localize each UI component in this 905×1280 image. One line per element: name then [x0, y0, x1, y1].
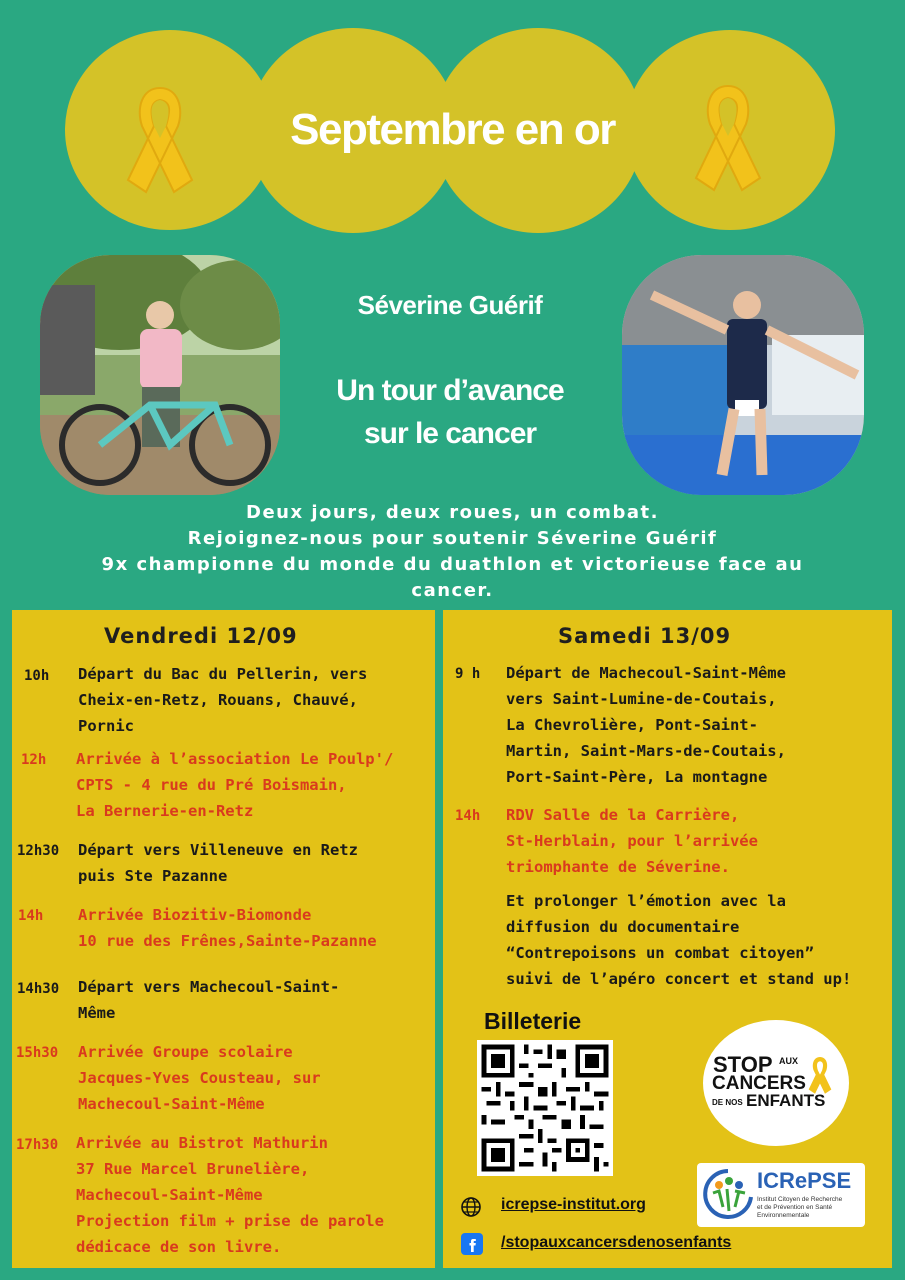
saturday-time-1: 9 h: [455, 666, 481, 682]
stop-aux-cancers-logo: [703, 1020, 849, 1146]
friday-text-3: Départ vers Villeneuve en Retz puis Ste Pazanne: [78, 841, 358, 885]
icrepse-people-icon: [701, 1167, 755, 1223]
friday-text-2: Arrivée à l’association Le Poulp'/ CPTS - 4 rue du Pré Boismain, La Bernerie-en-Retz: [76, 750, 394, 820]
friday-title: Vendredi 12/09: [104, 624, 298, 648]
athlete-name: Séverine Guérif: [357, 290, 543, 320]
friday-text-4: Arrivée Biozitiv-Biomonde 10 rue des Frênes,Sainte-Pazanne: [78, 906, 377, 950]
friday-time-4: 14h: [18, 908, 44, 924]
photo-bike: [40, 255, 280, 495]
friday-time-5: 14h30: [17, 981, 60, 997]
logo-enfants-word: ENFANTS: [746, 1091, 826, 1110]
saturday-title: Samedi 13/09: [558, 624, 732, 648]
intro-line3: 9x championne du monde du duathlon et victorieuse face au: [101, 554, 804, 575]
friday-time-3: 12h30: [17, 843, 60, 859]
billeterie-label: Billeterie: [484, 1008, 582, 1034]
icrepse-subtitle-3: Environnementale: [757, 1212, 810, 1219]
icrepse-logo: [697, 1163, 865, 1227]
friday-text-7: Arrivée au Bistrot Mathurin 37 Rue Marcel Brunelière, Machecoul-Saint-Même Projection film + prise de parole dédicace de son livre.: [76, 1134, 384, 1256]
small-ribbon-icon: [803, 1054, 837, 1096]
intro-text: [0, 500, 905, 604]
saturday-text-2: RDV Salle de la Carrière, St-Herblain, pour l’arrivée triomphante de Séverine.: [506, 806, 758, 876]
saturday-text-3: Et prolonger l’émotion avec la diffusion du documentaire “Contrepoisons un combat citoyen” suivi de l’apéro concert et stand up!: [506, 892, 852, 988]
logo-de-nos-word: DE NOS: [712, 1098, 743, 1107]
qr-code[interactable]: [477, 1040, 613, 1176]
saturday-text-1: Départ de Machecoul-Saint-Même vers Saint-Lumine-de-Coutais, La Chevrolière, Pont-Saint- Martin, Saint-Mars-de-Coutais, Port-Saint-Père, La montagne: [506, 664, 786, 786]
facebook-link[interactable]: /stopauxcancersdenosenfants: [501, 1234, 732, 1251]
friday-text-1: Départ du Bac du Pellerin, vers Cheix-en-Retz, Rouans, Chauvé, Pornic: [78, 665, 368, 735]
friday-text-6: Arrivée Groupe scolaire Jacques-Yves Cousteau, sur Machecoul-Saint-Même: [78, 1043, 321, 1113]
logo-stop-word: STOP: [713, 1052, 773, 1077]
friday-time-7: 17h30: [16, 1137, 59, 1153]
page-title: Septembre en or: [290, 105, 615, 154]
logo-aux-word: AUX: [779, 1056, 799, 1066]
icrepse-name: ICRePSE: [757, 1168, 852, 1193]
icrepse-subtitle-2: et de Prévention en Santé: [757, 1204, 833, 1211]
tagline-line1: Un tour d’avance: [336, 374, 564, 407]
logo-cancers-word: CANCERS: [712, 1073, 806, 1094]
website-link[interactable]: icrepse-institut.org: [501, 1196, 646, 1213]
intro-line1: Deux jours, deux roues, un combat.: [246, 502, 659, 523]
icrepse-subtitle-1: Institut Citoyen de Recherche: [757, 1196, 843, 1203]
friday-panel: [12, 610, 435, 1268]
facebook-icon[interactable]: [461, 1233, 483, 1255]
intro-line4: cancer.: [411, 580, 494, 601]
intro-line2: Rejoignez-nous pour soutenir Séverine Guérif: [187, 528, 718, 549]
tagline-line2: sur le cancer: [363, 417, 537, 450]
friday-time-1: 10h: [24, 668, 50, 684]
friday-time-6: 15h30: [16, 1045, 59, 1061]
friday-text-5: Départ vers Machecoul-Saint- Même: [78, 978, 340, 1022]
globe-icon: [460, 1196, 482, 1218]
photo-race: [622, 255, 864, 495]
friday-time-2: 12h: [21, 752, 47, 768]
saturday-time-2: 14h: [455, 808, 481, 824]
